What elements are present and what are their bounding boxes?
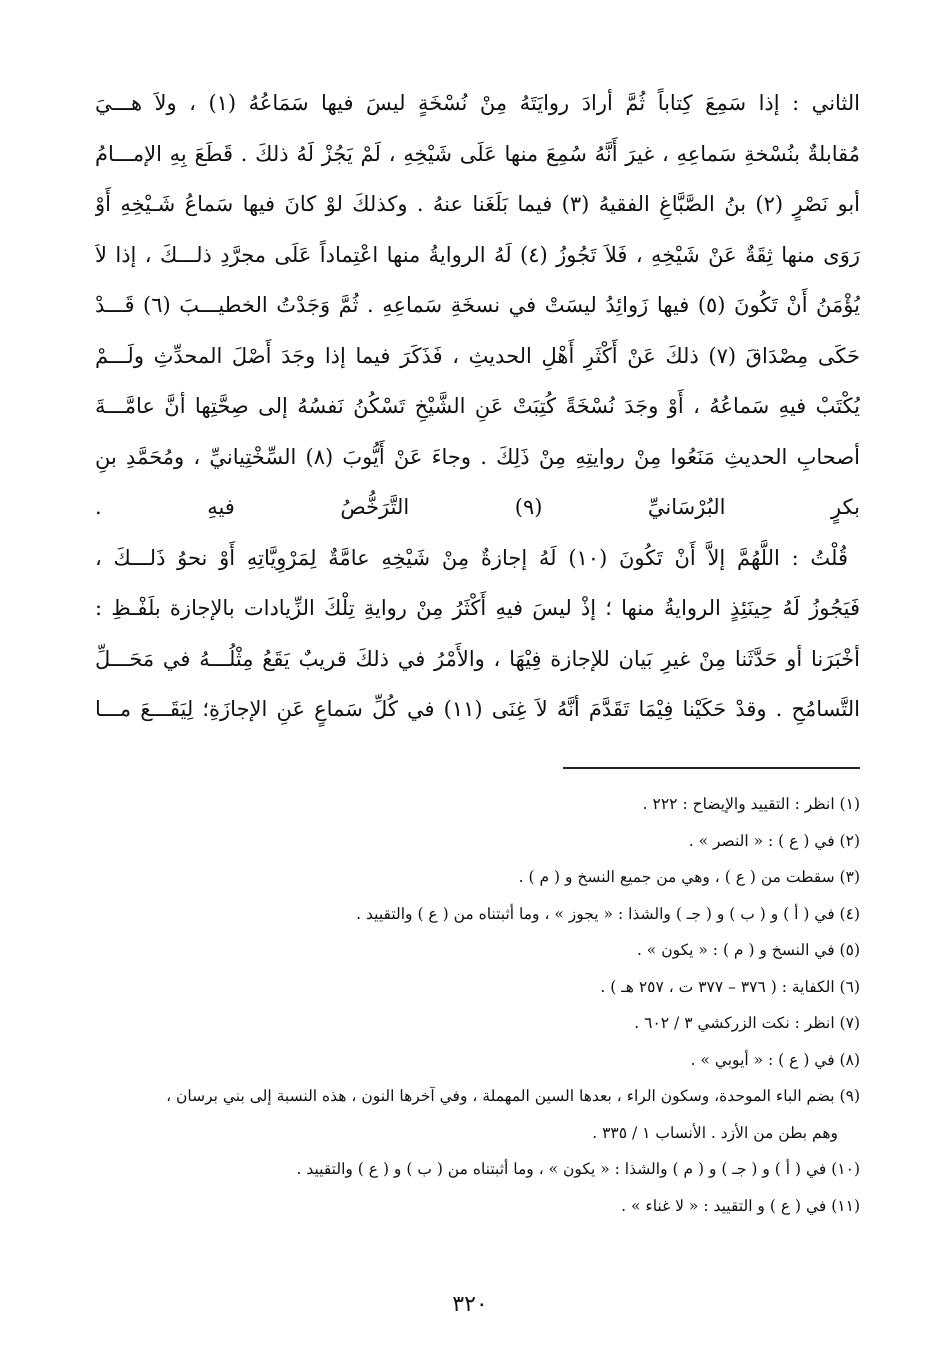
footnote: (٦) الكفاية : ( ٣٧٦ – ٣٧٧ ت ، ٢٥٧ هـ ) .: [600, 977, 860, 996]
footnote: (٥) في النسخ و ( م ) : « يكون » .: [636, 941, 860, 959]
body-line: الثاني : إذا سَمِعَ كِتاباً ثُمَّ أرادَ روايَتَهُ مِنْ نُسْخَةٍ ليسَ فيها سَمَاعُهُ (١) ، ولاَ هـــيَ: [95, 91, 860, 115]
body-line: فَيَجُوزُ لَهُ حِينَئِذٍ الروايةُ منها ؛ إذْ ليسَ فيهِ أَكْثَرُ مِنْ روايةِ تِلْكَ الزِّيادات بالإجازة بلَفْـظِ :: [95, 596, 860, 620]
body-line: يُكْتَبْ فيهِ سَماعُهُ ، أَوْ وجَدَ نُسْخَةً كُتِبَتْ عَنِ الشَّيْخِ تَسْكُنُ نَفسُهُ إلى صِحَّتِها أنَّ عامَّـــةَ: [95, 394, 860, 418]
body-line: رَوَى منها ثِقَةٌ عَنْ شَيْخِهِ ، فَلاَ تَجُوزُ (٤) لَهُ الروايةُ منها اعْتِماداً عَلَى مجرَّدِ ذلـــكَ ، إذا لاَ: [95, 242, 860, 267]
body-line: أصحابِ الحديثِ مَنَعُوا مِنْ روايتِهِ مِنْ ذَلِكَ . وجاءَ عَنْ أَيُّوبَ (٨) السِّخْتِيانيِّ ، ومُحَمَّدِ بنِ: [95, 444, 860, 469]
body-line: يُؤْمَنُ أَنْ تَكُونَ (٥) فيها زَوائِدُ ليسَتْ في نسخَةِ سَماعِهِ . ثُمَّ وَجَدْتُ الخطيـــبَ (٦) قَـــدْ: [95, 293, 860, 317]
body-line: أخْبَرَنا أو حَدَّثَنا مِنْ غيرِ بَيان للإجازة فِيْهَا ، والأَمْرُ في ذلكَ قريبٌ يَقَعُ مِثْلُـــهُ في مَحَـــلِّ: [95, 646, 860, 671]
footnote: (٢) في ( ع ) : « النصر » .: [688, 831, 860, 850]
footnote: (٤) في ( أ ) و ( ب ) و ( جـ ) والشذا : « يجوز » ، وما أثبتناه من ( ع ) والتقييد .: [356, 904, 860, 923]
page-number: ٣٢٠: [452, 1292, 488, 1317]
footnote: (٨) في ( ع ) : « أيوبي » .: [690, 1050, 860, 1069]
body-line: أبو نَصْرٍ (٢) بنُ الصَّبَّاغِ الفقيهُ (٣) فيما بَلَغَنا عنهُ . وكذلكَ لوْ كانَ فيها سَماعُ شَـيْخِهِ أَوْ: [95, 192, 860, 216]
body-line: حَكَى مِصْدَاقَ (٧) ذلكَ عَنْ أَكْثَرِ أَهْلِ الحديثِ ، فَذَكَرَ فيما إذا وجَدَ أَصْلَ المحدِّثِ ولَـــمْ: [95, 343, 860, 368]
footnote: (٣) سقطت من ( ع ) ، وهي من جميع النسخ و ( م ) .: [518, 868, 860, 886]
footnote: (١٠) في ( أ ) و ( جـ ) و ( م ) والشذا : « يكون » ، وما أثبتناه من ( ب ) و ( ع ) والتقييد .: [296, 1160, 860, 1178]
body-line: التَّسامُحِ . وقدْ حَكَيْنا فِيْمَا تَقَدَّمَ أنَّهُ لاَ غِنَى (١١) في كُلِّ سَماعٍ عَنِ الإجازَةِ؛ لِيَقَـــعَ مـــا: [95, 697, 860, 721]
main-text: [95, 78, 860, 735]
footnote: (١١) في ( ع ) و التقييد : « لا غناء » .: [621, 1196, 860, 1215]
footnote-separator: [563, 767, 860, 769]
footnote: (١) انظر : التقييد والإيضاح : ٢٢٢ .: [642, 795, 860, 813]
footnote-continuation: وهم بطن من الأزد . الأنساب ١ / ٣٣٥ .: [592, 1123, 838, 1142]
body-line: قُلْتُ : اللَّهُمَّ إلاَّ أَنْ تَكُونَ (١٠) لَهُ إجازةٌ مِنْ شَيْخِهِ عامَّةٌ لِمَرْوِيَّاتِهِ أَوْ نحوُ ذَلـــكَ ،: [95, 545, 848, 570]
footnotes: [95, 786, 860, 1224]
body-line: مُقابلةٌ بنُسْخةِ سَماعِهِ ، غيرَ أَنَّهُ سُمِعَ منها عَلَى شَيْخِهِ ، لَمْ يَجُزْ لَهُ ذلكَ . قَطَعَ بِهِ الإمـــامُ: [95, 141, 860, 166]
footnote: (٧) انظر : نكت الزركشي ٣ / ٦٠٢ .: [634, 1014, 860, 1032]
footnote: (٩) بضم الباء الموحدة، وسكون الراء ، بعدها السين المهملة ، وفي آخرها النون ، هذه النسبة إلى بني برسان ،: [166, 1087, 860, 1105]
body-line: بكرٍ البُرْسَانيِّ (٩) التَّرَخُّصُ فيهِ .: [95, 495, 860, 519]
